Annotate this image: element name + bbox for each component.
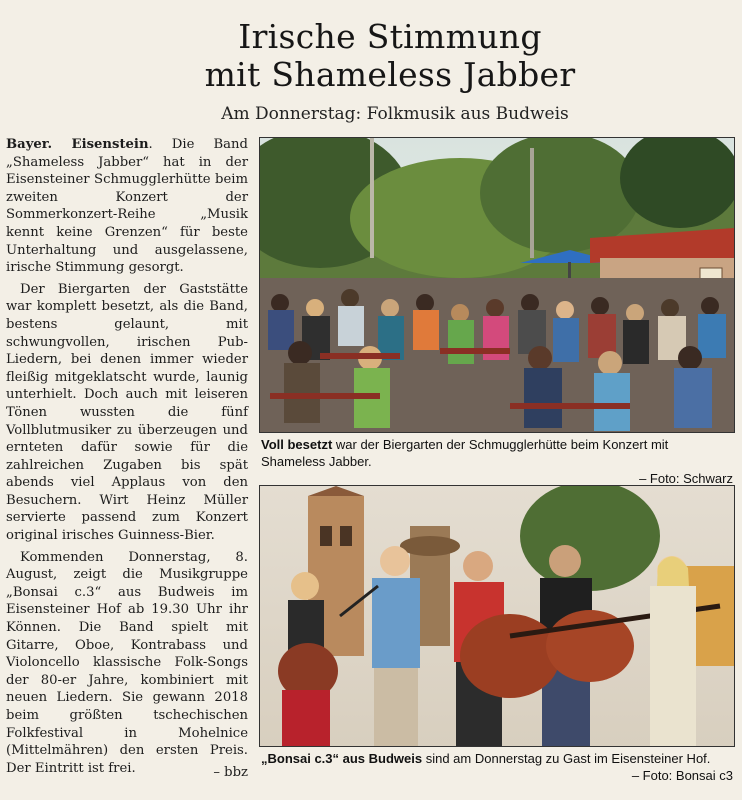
paragraph-1-text: . Die Band „Shameless Jabber“ hat in der Eisensteiner Schmugglerhütte beim zweiten Konzert der Sommerkonzert-Reihe „Musik kennt keine Grenzen“ für beste Unterhaltung und ausgelassene, irische Stimmung gesorgt. bbox=[6, 137, 248, 276]
photo-credit-1: – Foto: Schwarz bbox=[639, 471, 733, 486]
photo-caption-1 bbox=[261, 436, 733, 487]
paragraph-2: Der Biergarten der Gaststätte war komplett besetzt, als die Band, bestens gelaunt, mit schwungvollen, irischen Pub-Liedern, bei denen immer wieder fleißig mitgeklatscht wurde, launig unterhielt. Doch auch mit leiseren Tönen wussten die fünf Vollblutmusiker zu überzeugen und ernteten dafür sowie für die zahlreichen Zugaben bis spät abends viel Applaus von den Besuchern. Wirt Heinz Müller servierte passend zum Konzert original irisches Guinness-Bier. bbox=[6, 281, 248, 544]
dateline: Bayer. Eisenstein bbox=[6, 137, 149, 152]
article-body bbox=[6, 136, 248, 782]
caption-2-text: sind am Donnerstag zu Gast im Eisensteiner Hof. bbox=[422, 751, 711, 766]
photo-beer-garden bbox=[259, 137, 735, 433]
band-illustration bbox=[260, 486, 734, 746]
caption-1-bold: Voll besetzt bbox=[261, 437, 333, 452]
beer-garden-illustration bbox=[260, 138, 734, 432]
caption-1-text: war der Biergarten der Schmugglerhütte beim Konzert mit Shameless Jabber. bbox=[261, 437, 669, 469]
photo-caption-2 bbox=[261, 750, 733, 784]
headline-line-1: Irische Stimmung bbox=[238, 17, 542, 56]
headline-line-2: mit Shameless Jabber bbox=[204, 55, 576, 94]
paragraph-1 bbox=[6, 136, 248, 277]
photo-band-bonsai bbox=[259, 485, 735, 747]
caption-2-bold: „Bonsai c.3“ aus Budweis bbox=[261, 751, 423, 766]
headline bbox=[150, 18, 630, 94]
author-signature: – bbz bbox=[213, 765, 248, 781]
subheadline: Am Donnerstag: Folkmusik aus Budweis bbox=[221, 104, 569, 124]
photo-credit-2: – Foto: Bonsai c3 bbox=[631, 768, 733, 783]
paragraph-3: Kommenden Donnerstag, 8. August, zeigt die Musikgruppe „Bonsai c.3“ aus Budweis im Eisensteiner Hof ab 19.30 Uhr ihr Können. Die Band spielt mit Gitarre, Oboe, Kontrabass und Violoncello klassische Folk-Songs der 80-er Jahre, kombiniert mit neuen Liedern. Sie gewann 2018 beim größten tschechischen Folkfestival in Mohelnice (Mittelmähren) den ersten Preis. Der Eintritt ist frei. bbox=[6, 549, 248, 776]
